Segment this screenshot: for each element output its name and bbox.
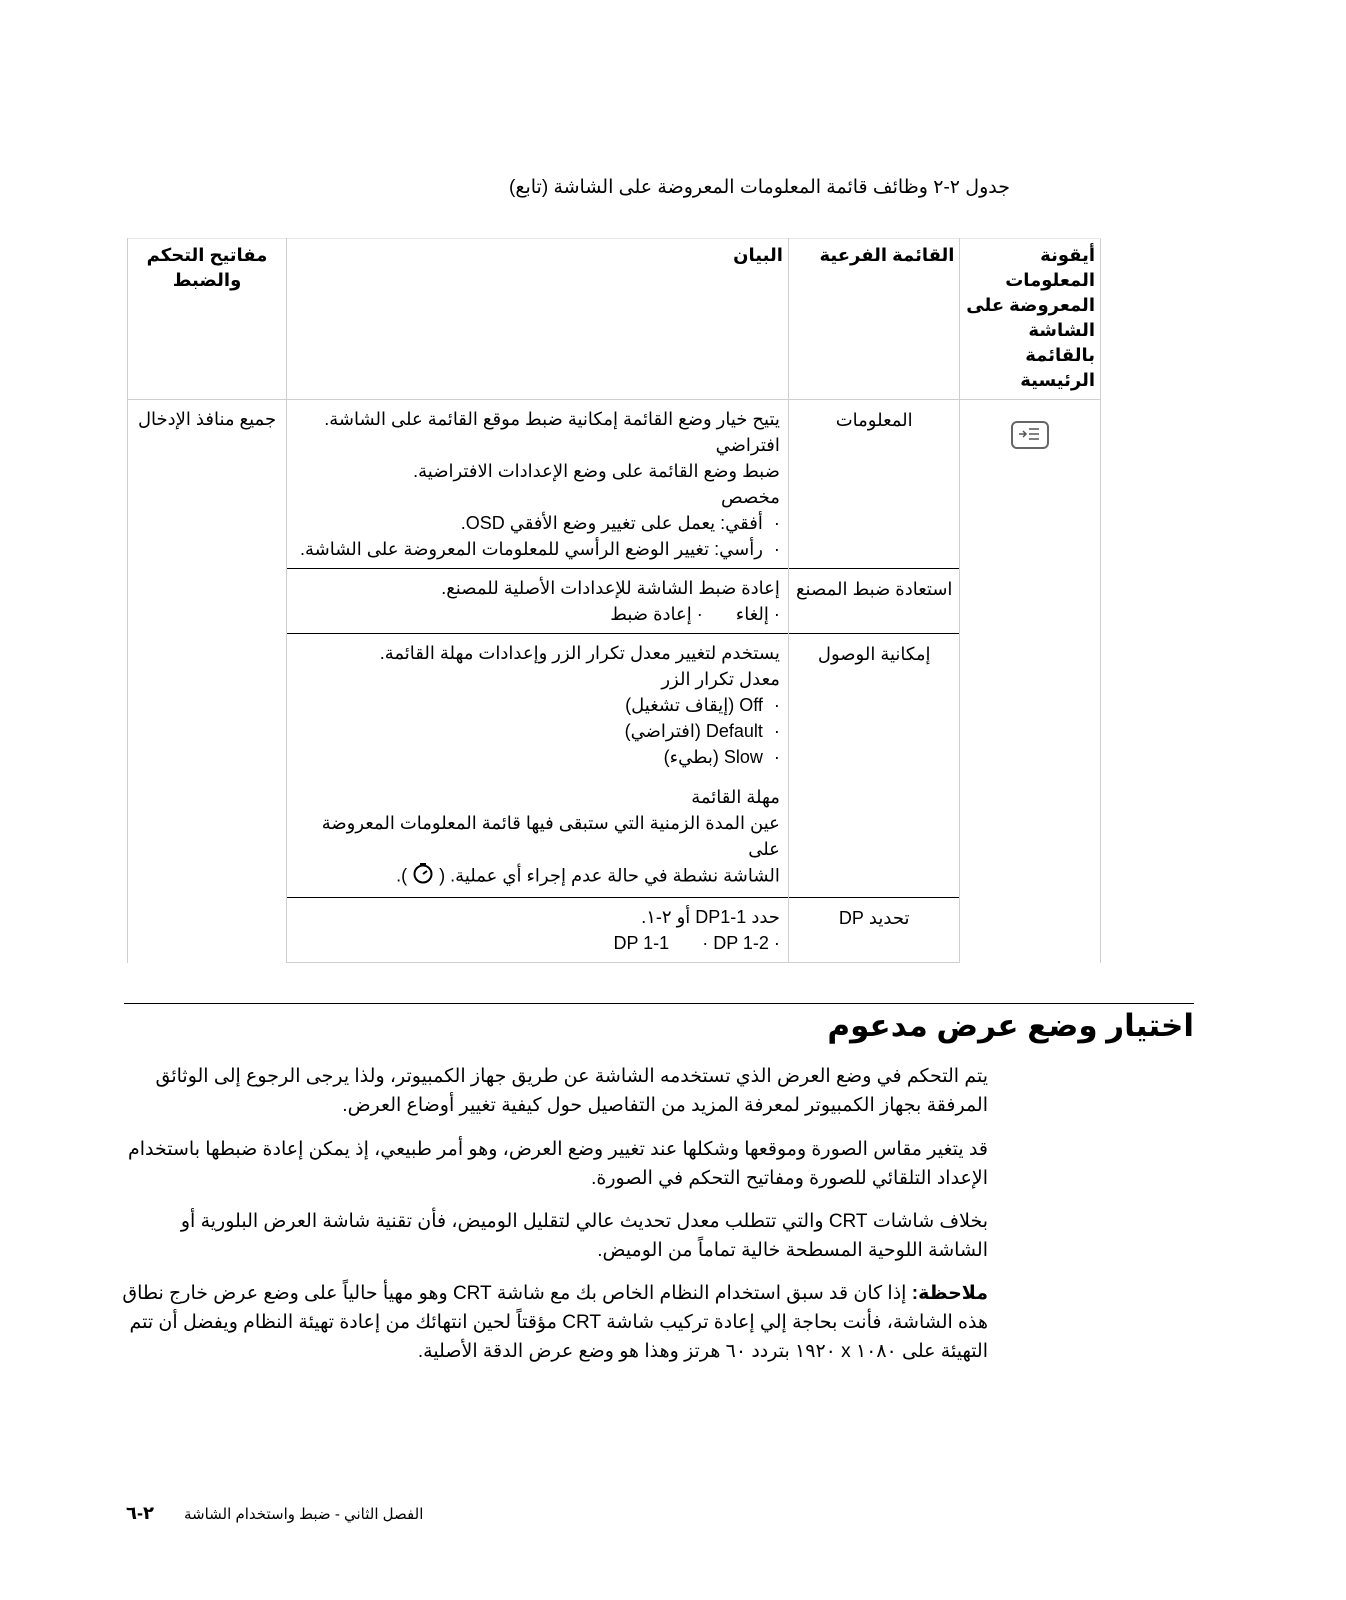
- submenu-dp-select: تحديد DP: [788, 898, 960, 963]
- table-header-row: [128, 239, 1101, 400]
- desc-factory-options: [293, 601, 780, 627]
- desc-info-line3: ضبط وضع القائمة على وضع الإعدادات الافتراضية.: [413, 461, 780, 481]
- desc-access-line3: مهلة القائمة: [691, 787, 780, 807]
- desc-factory-line1: إعادة ضبط الشاشة للإعدادات الأصلية للمصنع.: [441, 578, 780, 598]
- section-divider: [124, 1003, 1194, 1004]
- header-controls: مفاتيح التحكم والضبط: [128, 239, 287, 400]
- submenu-accessibility: إمكانية الوصول: [788, 634, 960, 898]
- desc-access-line1: يستخدم لتغيير معدل تكرار الزر وإعدادات مهلة القائمة.: [379, 643, 780, 663]
- desc-info-line2: افتراضي: [715, 435, 780, 455]
- list-item: · Slow (بطيء): [293, 744, 780, 770]
- desc-info-line1: يتيح خيار وضع القائمة إمكانية ضبط موقع القائمة على الشاشة.: [324, 409, 780, 429]
- list-item: · أفقي: يعمل على تغيير وضع الأفقي OSD.: [293, 510, 780, 536]
- note-text: إذا كان قد سبق استخدام النظام الخاص بك مع شاشة CRT وهو مهيأ حالياً على وضع عرض خارج نطاق هذه الشاشة، فأنت بحاجة إلي إعادة تركيب شاشة CRT مؤقتاً لحين انتهائك من إعادة تهيئة النظام ويفضل أن تتم التهيئة على ١٠٨٠ x ١٩٢٠ بتردد ٦٠ هرتز وهذا هو وضع عرض الدقة الأصلية.: [122, 1283, 988, 1362]
- footer-chapter: الفصل الثاني - ضبط واستخدام الشاشة: [184, 1506, 424, 1523]
- desc-access-options: [293, 692, 780, 770]
- note-label: ملاحظة:: [911, 1283, 988, 1304]
- desc-info-bullets: [293, 510, 780, 562]
- paragraph-2: قد يتغير مقاس الصورة وموقعها وشكلها عند تغيير وضع العرض، وهو أمر طبيعي، إذ يمكن إعادة ضبطها باستخدام الإعداد التلقائي للصورة ومفاتيح التحكم في الصورة.: [127, 1139, 988, 1189]
- option-cancel: · إلغاء: [736, 604, 780, 624]
- desc-dp-line1: حدد DP1-1 أو ٢-١.: [641, 907, 780, 927]
- header-submenu: القائمة الفرعية: [788, 239, 960, 400]
- timer-icon: [412, 862, 434, 891]
- section-title: اختيار وضع عرض مدعوم: [827, 1008, 1194, 1043]
- table-row-info: [128, 400, 1101, 569]
- submenu-factory-reset: استعادة ضبط المصنع: [788, 569, 960, 634]
- header-description: البيان: [287, 239, 789, 400]
- desc-dp: [287, 898, 789, 963]
- note-block: [120, 1279, 988, 1366]
- paragraph-1: يتم التحكم في وضع العرض الذي تستخدمه الشاشة عن طريق جهاز الكمبيوتر، ولذا يرجى الرجوع إلى الوثائق المرفقة بجهاز الكمبيوتر لمعرفة المزيد من التفاصيل حول كيفية تغيير أوضاع العرض.: [155, 1066, 988, 1116]
- option-reset: · إعادة ضبط: [610, 604, 702, 624]
- list-item: · Default (افتراضي): [293, 718, 780, 744]
- page-footer: [126, 1503, 456, 1524]
- desc-dp-options: [293, 930, 780, 956]
- desc-info-line4: مخصص: [720, 487, 780, 507]
- icon-cell: [960, 400, 1101, 963]
- submenu-info: المعلومات: [788, 400, 960, 569]
- list-item: · رأسي: تغيير الوضع الرأسي للمعلومات المعروضة على الشاشة.: [293, 536, 780, 562]
- desc-accessibility: [287, 634, 789, 898]
- desc-access-line4: عين المدة الزمنية التي ستبقى فيها قائمة المعلومات المعروضة على: [321, 813, 780, 859]
- controls-cell: جميع منافذ الإدخال: [128, 400, 287, 963]
- osd-functions-table: [127, 238, 1101, 963]
- paragraph-3: بخلاف شاشات CRT والتي تتطلب معدل تحديث عالي لتقليل الوميض، فأن تقنية شاشة العرض البلورية أو الشاشة اللوحية المسطحة خالية تماماً من الوميض.: [180, 1211, 988, 1261]
- page-number: ٢-٦: [126, 1503, 154, 1523]
- desc-factory: [287, 569, 789, 634]
- option-dp-1-2: · DP 1-2: [702, 933, 769, 953]
- info-icon: [1011, 421, 1049, 449]
- table-caption: جدول ٢-٢ وظائف قائمة المعلومات المعروضة على الشاشة (تابع): [509, 177, 1010, 198]
- desc-access-line2: معدل تكرار الزر: [661, 669, 780, 689]
- list-item: · Off (إيقاف تشغيل): [293, 692, 780, 718]
- option-dp-1-1: · DP 1-1: [613, 933, 779, 953]
- desc-info: [287, 400, 789, 569]
- header-icon: أيقونة المعلومات المعروضة على الشاشة بالقائمة الرئيسية: [960, 239, 1101, 400]
- desc-access-line5: الشاشة نشطة في حالة عدم إجراء أي عملية. ( ).: [293, 862, 780, 891]
